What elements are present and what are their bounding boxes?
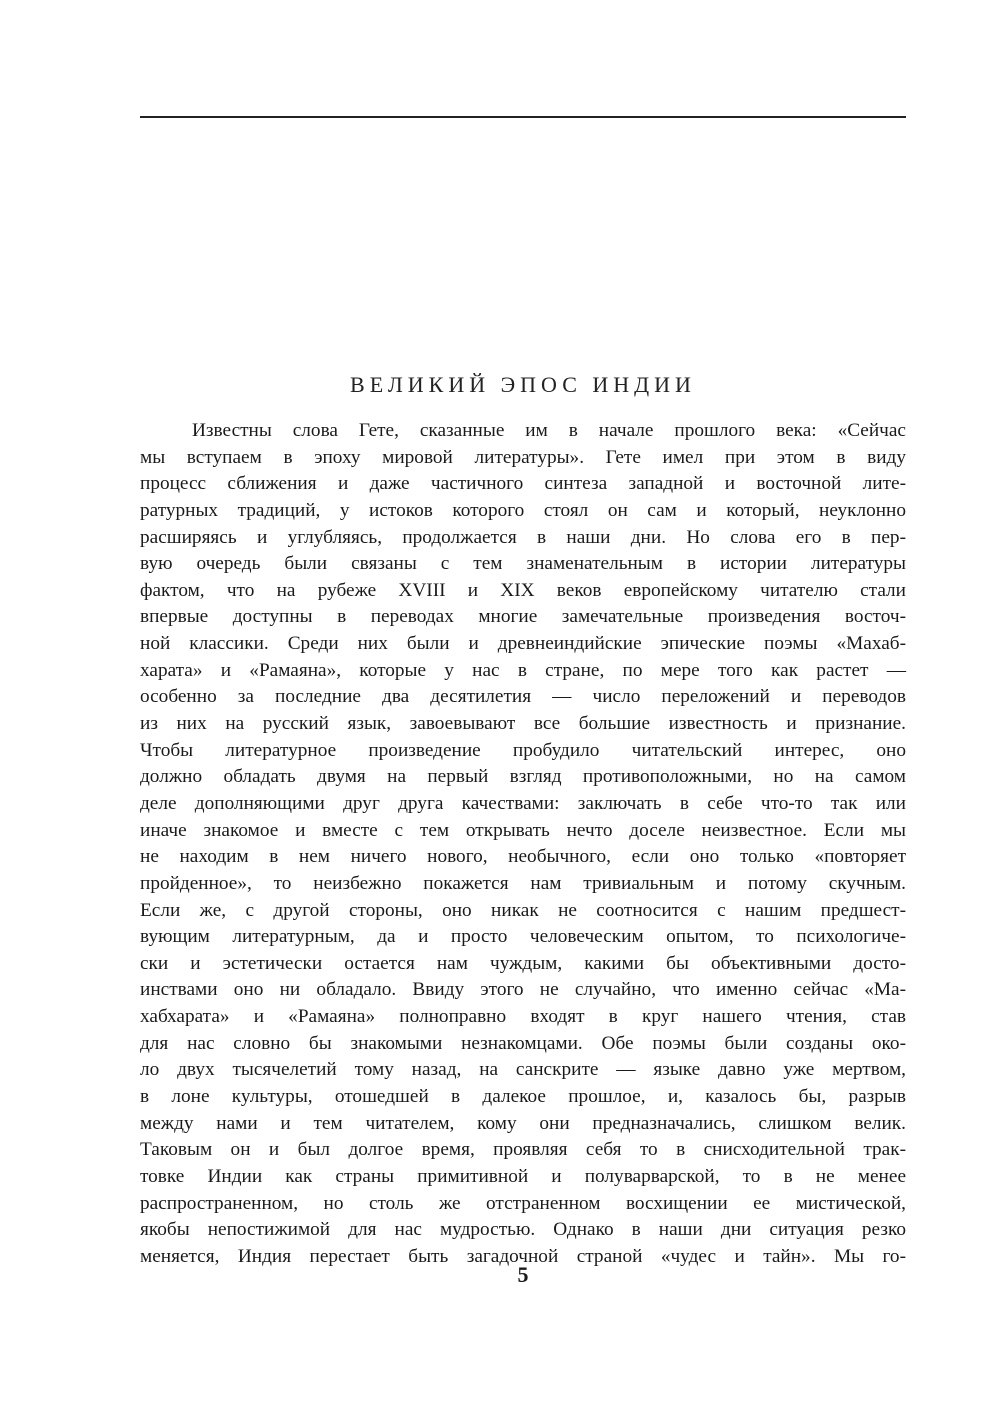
text-line: харата» и «Рамаяна», которые у нас в стране, по мере того как растет — bbox=[140, 659, 906, 681]
text-line: хабхарата» и «Рамаяна» полноправно входят в круг нашего чтения, став bbox=[140, 1006, 906, 1028]
text-line: должно обладать двумя на первый взгляд противоположными, но на самом bbox=[140, 766, 906, 788]
text-line: Таковым он и был долгое время, проявляя себя то в снисходительной трак- bbox=[140, 1139, 906, 1161]
text-line: иначе знакомое и вместе с тем открывать нечто доселе неизвестное. Если мы bbox=[140, 819, 906, 841]
text-line: вую очередь были связаны с тем знаменательным в истории литературы bbox=[140, 553, 906, 575]
text-line: распространенном, но столь же отстраненном восхищении ее мистической, bbox=[140, 1192, 906, 1214]
chapter-title: ВЕЛИКИЙ ЭПОС ИНДИИ bbox=[350, 372, 696, 397]
text-line: расширяясь и углубляясь, продолжается в наши дни. Но слова его в пер- bbox=[140, 526, 906, 548]
text-line: пройденное», то неизбежно покажется нам тривиальным и потому скучным. bbox=[140, 872, 906, 894]
text-line: фактом, что на рубеже XVIII и XIX веков европейскому читателю стали bbox=[140, 579, 906, 601]
text-line: в лоне культуры, отошедшей в далекое прошлое, и, казалось бы, разрыв bbox=[140, 1086, 906, 1108]
text-line: якобы непостижимой для нас мудростью. Однако в наши дни ситуация резко bbox=[140, 1219, 906, 1241]
text-line: особенно за последние два десятилетия — число переложений и переводов bbox=[140, 686, 906, 708]
text-line: ратурных традиций, у истоков которого стоял он сам и который, неуклонно bbox=[140, 499, 906, 521]
text-line: мы вступаем в эпоху мировой литературы». Гете имел при этом в виду bbox=[140, 446, 906, 468]
text-line: товке Индии как страны примитивной и полуварварской, то в не менее bbox=[140, 1165, 906, 1187]
text-line: вующим литературным, да и просто человеческим опытом, то психологиче- bbox=[140, 926, 906, 948]
text-line: меняется, Индия перестает быть загадочной страной «чудес и тайн». Мы го- bbox=[140, 1245, 906, 1267]
text-line: впервые доступны в переводах многие замечательные произведения восточ- bbox=[140, 606, 906, 628]
text-line: не находим в нем ничего нового, необычного, если оно только «повторяет bbox=[140, 846, 906, 868]
text-line: Известны слова Гете, сказанные им в начале прошлого века: «Сейчас bbox=[192, 420, 906, 441]
top-rule bbox=[140, 116, 906, 118]
text-line: инствами оно ни обладало. Ввиду этого не случайно, что именно сейчас «Ма- bbox=[140, 979, 906, 1001]
text-line: ной классики. Среди них были и древнеиндийские эпические поэмы «Махаб- bbox=[140, 633, 906, 655]
page-number: 5 bbox=[517, 1262, 529, 1287]
text-line: ло двух тысячелетий тому назад, на санскрите — языке давно уже мертвом, bbox=[140, 1059, 906, 1081]
text-line: из них на русский язык, завоевывают все большие известность и признание. bbox=[140, 713, 906, 735]
text-line: между нами и тем читателем, кому они предназначались, слишком велик. bbox=[140, 1112, 906, 1134]
text-line: для нас словно бы знакомыми незнакомцами. Обе поэмы были созданы око- bbox=[140, 1032, 906, 1054]
text-line: ски и эстетически остается нам чуждым, какими бы объективными досто- bbox=[140, 952, 906, 974]
text-line: деле дополняющими друг друга качествами: заключать в себе что-то так или bbox=[140, 792, 906, 814]
text-line: Если же, с другой стороны, оно никак не соотносится с нашим предшест- bbox=[140, 899, 906, 921]
text-line: процесс сближения и даже частичного синтеза западной и восточной лите- bbox=[140, 473, 906, 495]
text-line: Чтобы литературное произведение пробудило читательский интерес, оно bbox=[140, 739, 906, 761]
body-paragraph bbox=[140, 418, 906, 1271]
